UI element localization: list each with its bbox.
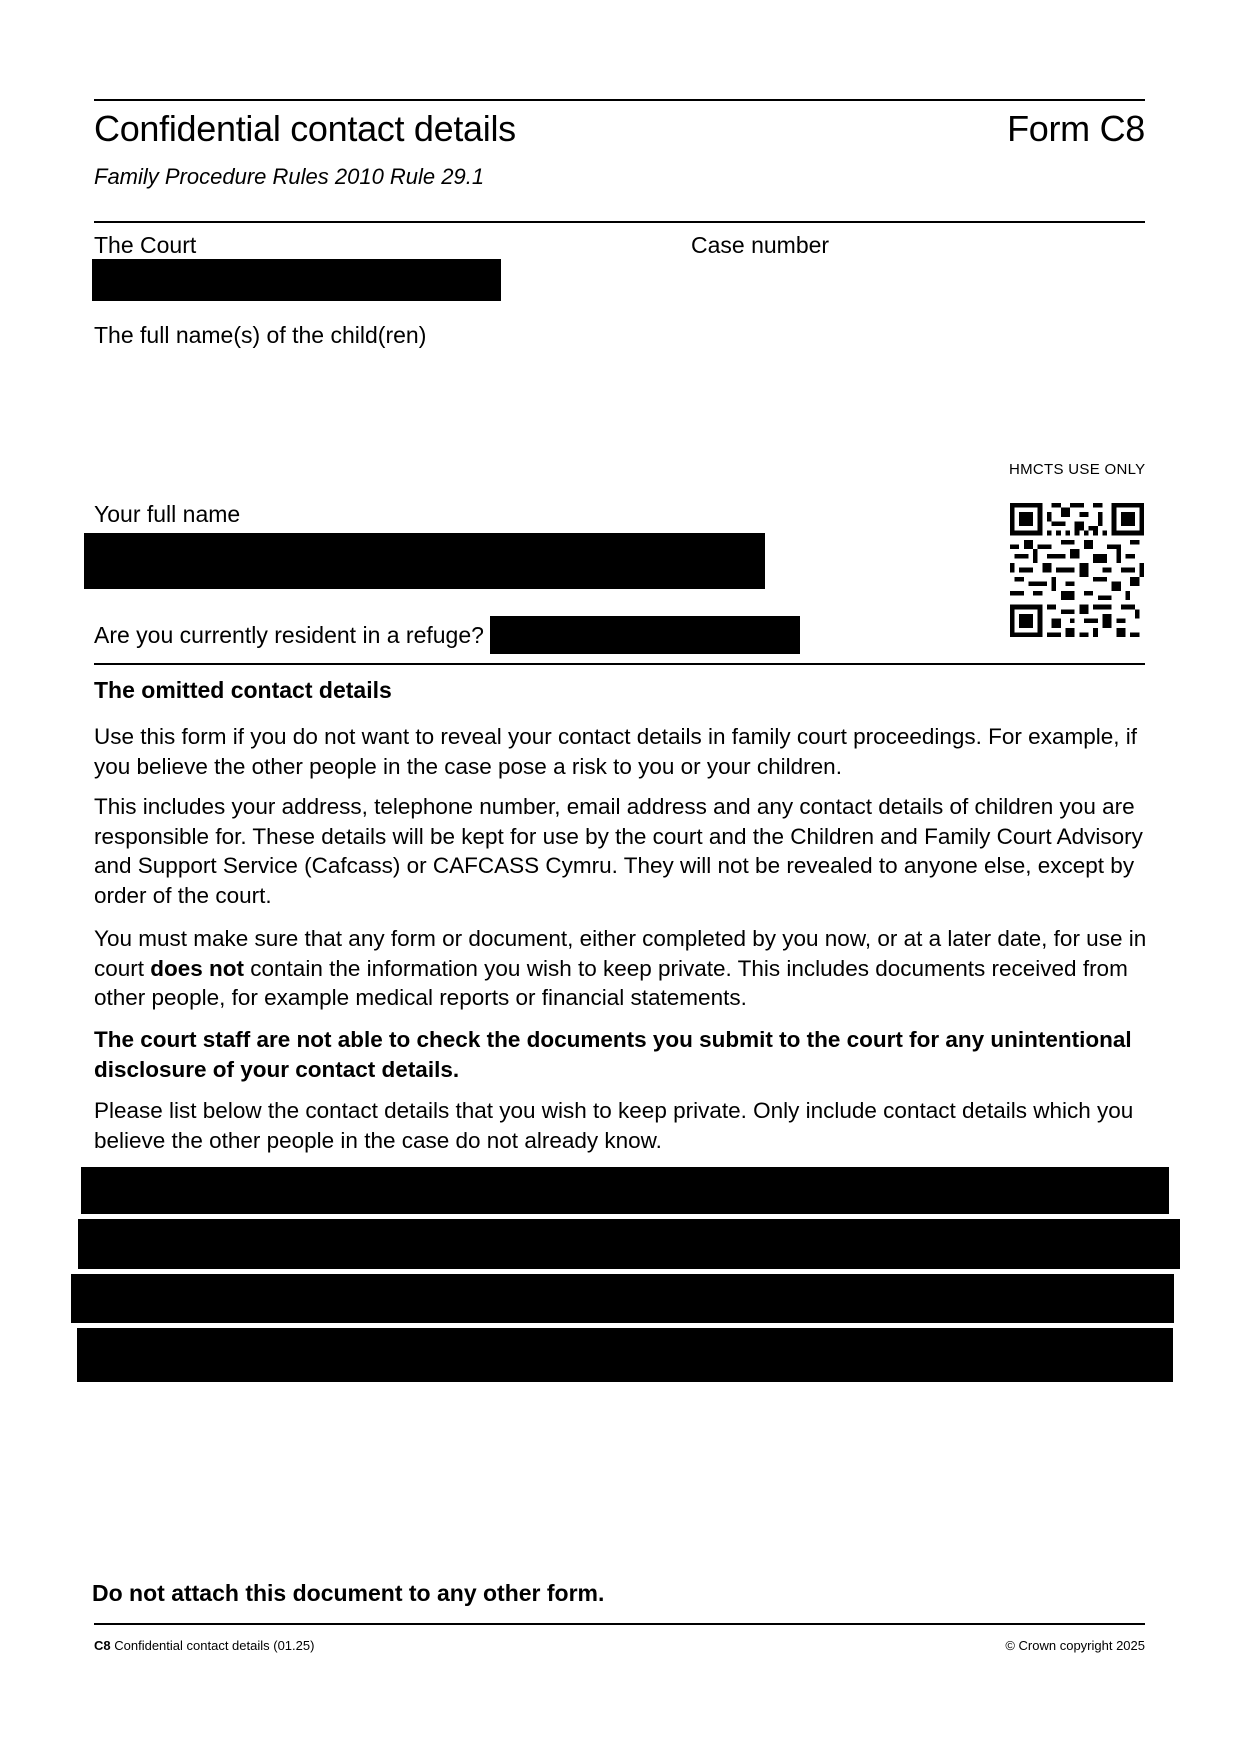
header-rule bbox=[94, 221, 1145, 223]
refuge-label: Are you currently resident in a refuge? bbox=[94, 622, 484, 648]
paragraph-includes: This includes your address, telephone number, email address and any contact details of children you are responsible for. These details will be kept for use by the court and the Children and Family Court Advisory and Support Service (Cafcass) or CAFCASS Cymru. They will not be revealed to anyone else, except by order of the court. bbox=[94, 794, 1143, 908]
do-not-attach-warning: Do not attach this document to any other form. bbox=[92, 1580, 605, 1606]
full-name-redaction bbox=[84, 533, 765, 589]
footer-form-title: Confidential contact details (01.25) bbox=[114, 1638, 315, 1653]
court-redaction bbox=[92, 259, 501, 301]
court-label: The Court bbox=[94, 232, 197, 258]
refuge-redaction bbox=[490, 616, 800, 654]
para3-text-before: You must make sure that any form or document, either completed by you now, or at a later date, for use in court bbox=[94, 926, 1147, 981]
full-name-label: Your full name bbox=[94, 501, 241, 527]
hmcts-use-only-label: HMCTS USE ONLY bbox=[1009, 461, 1146, 478]
top-rule bbox=[94, 99, 1145, 101]
footer-form-ref bbox=[94, 1638, 314, 1653]
para3-text-after: contain the information you wish to keep private. This includes documents received from other people, for example medical reports or financial statements. bbox=[94, 955, 1128, 1010]
footer-copyright: © Crown copyright 2025 bbox=[1005, 1638, 1145, 1653]
contact-details-redaction-1 bbox=[81, 1167, 1169, 1214]
paragraph-purpose: Use this form if you do not want to reveal your contact details in family court proceedings. For example, if you believe the other people in the case pose a risk to you or your children. bbox=[94, 724, 1137, 779]
footer-form-code: C8 bbox=[94, 1638, 111, 1653]
section-rule bbox=[94, 663, 1145, 665]
footer-rule bbox=[94, 1623, 1145, 1625]
qr-code bbox=[1010, 503, 1144, 637]
paragraph-list-instructions: Please list below the contact details that you wish to keep private. Only include contact details which you believe the other people in the case do not already know. bbox=[94, 1098, 1134, 1153]
contact-details-redaction-2 bbox=[78, 1219, 1180, 1269]
form-title: Confidential contact details bbox=[94, 108, 516, 149]
section-heading: The omitted contact details bbox=[94, 677, 392, 703]
does-not-emphasis: does not bbox=[150, 955, 245, 981]
paragraph-must-ensure bbox=[94, 924, 1154, 1013]
form-number: Form C8 bbox=[1007, 108, 1145, 149]
contact-details-redaction-4 bbox=[77, 1328, 1173, 1382]
case-number-label: Case number bbox=[691, 232, 830, 258]
contact-details-redaction-3 bbox=[71, 1274, 1174, 1323]
children-names-label: The full name(s) of the child(ren) bbox=[94, 322, 427, 348]
form-subtitle: Family Procedure Rules 2010 Rule 29.1 bbox=[94, 164, 485, 189]
paragraph-staff-warning: The court staff are not able to check the documents you submit to the court for any unintentional disclosure of your contact details. bbox=[94, 1027, 1132, 1082]
